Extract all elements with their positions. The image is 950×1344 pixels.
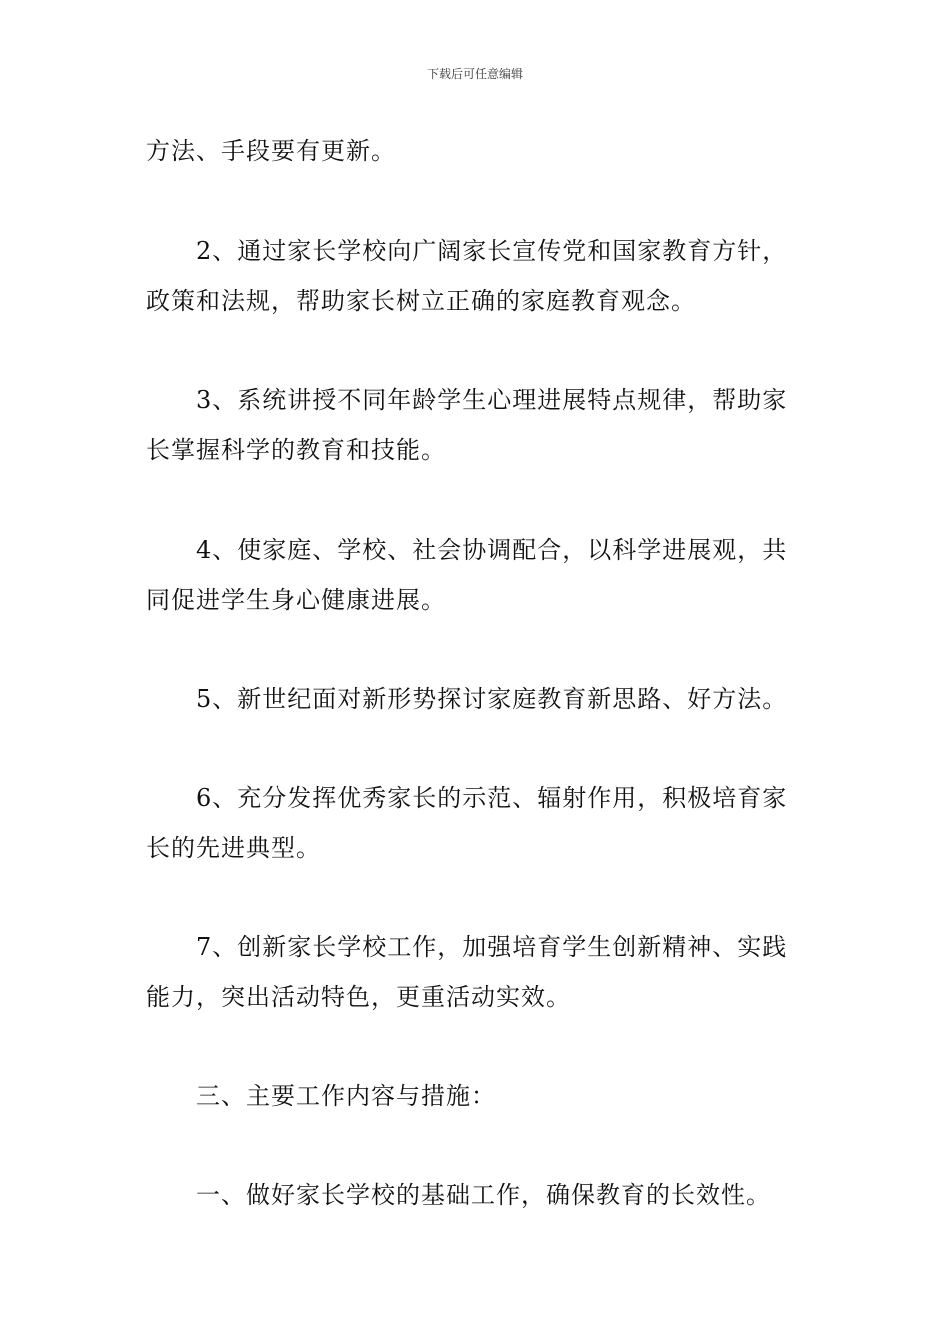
paragraph-7: 7、创新家长学校工作，加强培育学生创新精神、实践能力，突出活动特色，更重活动实效。 — [146, 933, 788, 1011]
paragraph-5: 5、新世纪面对新形势探讨家庭教育新思路、好方法。 — [196, 685, 788, 713]
continuation-paragraph: 方法、手段要有更新。 — [146, 137, 396, 165]
subsection-heading-1: 一、做好家长学校的基础工作，确保教育的长效性。 — [196, 1181, 771, 1209]
page-header: 下载后可任意编辑 — [426, 67, 523, 81]
paragraph-2: 2、通过家长学校向广阔家长宣传党和国家教育方针，政策和法规，帮助家长树立正确的家庭教育观念。 — [146, 237, 788, 315]
section-heading-3: 三、主要工作内容与措施： — [196, 1082, 496, 1110]
paragraph-3: 3、系统讲授不同年龄学生心理进展特点规律，帮助家长掌握科学的教育和技能。 — [146, 386, 788, 464]
paragraph-4: 4、使家庭、学校、社会协调配合，以科学进展观，共同促进学生身心健康进展。 — [146, 536, 788, 614]
paragraph-6: 6、充分发挥优秀家长的示范、辐射作用，积极培育家长的先进典型。 — [146, 784, 788, 862]
